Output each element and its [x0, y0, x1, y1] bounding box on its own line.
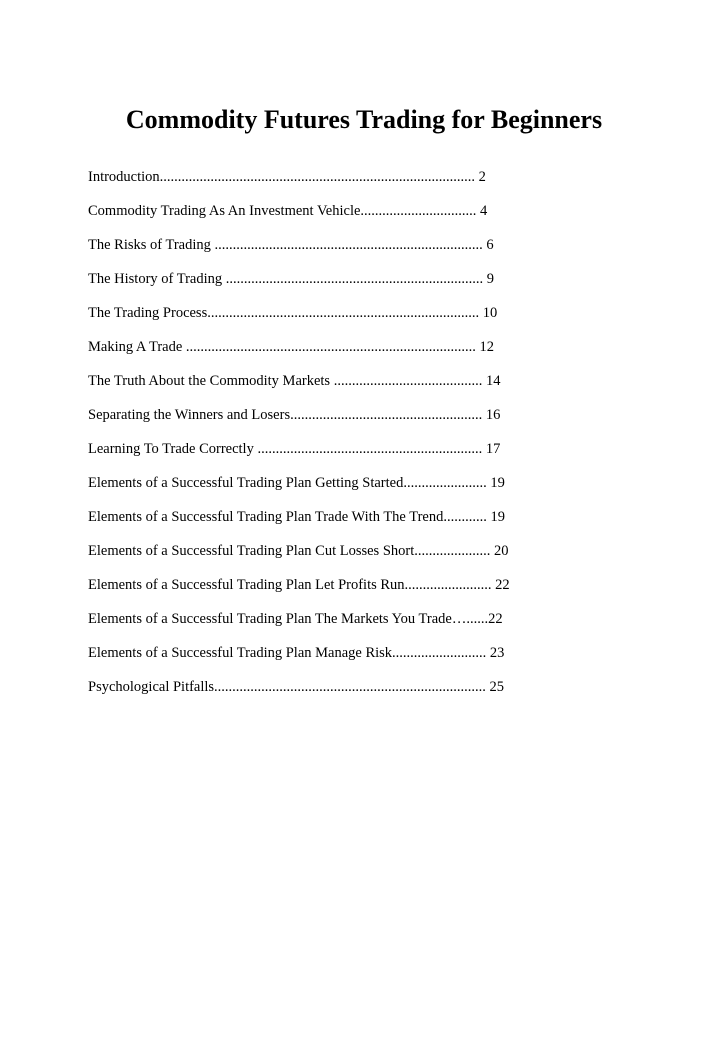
toc-entry[interactable] — [88, 644, 528, 678]
toc-entry-text: Commodity Trading As An Investment Vehicle................................ 4 — [88, 203, 488, 219]
toc-entry-text: Psychological Pitfalls........................................................................... 25 — [88, 679, 505, 695]
toc-entry-text: Elements of a Successful Trading Plan Let Profits Run........................ 22 — [88, 577, 510, 593]
toc-entry[interactable] — [88, 610, 528, 644]
toc-entry[interactable] — [88, 236, 528, 270]
toc-entry-text: Elements of a Successful Trading Plan The Markets You Trade…......22 — [88, 611, 503, 627]
toc-entry-text: Separating the Winners and Losers..................................................... 16 — [88, 407, 501, 423]
toc-entry-text: The History of Trading ....................................................................... 9 — [88, 271, 494, 287]
toc-entry[interactable] — [88, 542, 528, 576]
toc-entry-text: The Trading Process........................................................................... 10 — [88, 305, 498, 321]
toc-entry[interactable] — [88, 474, 528, 508]
toc-entry[interactable] — [88, 576, 528, 610]
toc-entry-text: Learning To Trade Correctly .............................................................. 17 — [88, 441, 501, 457]
toc-entry[interactable] — [88, 202, 528, 236]
toc-entry[interactable] — [88, 338, 528, 372]
toc-entry[interactable] — [88, 270, 528, 304]
toc-entry[interactable] — [88, 508, 528, 542]
toc-entry-text: The Risks of Trading .......................................................................... 6 — [88, 237, 494, 253]
toc-entry-text: The Truth About the Commodity Markets ......................................... 14 — [88, 373, 501, 389]
toc-entry-text: Introduction....................................................................................... 2 — [88, 169, 486, 185]
toc-entry-text: Elements of a Successful Trading Plan Manage Risk.......................... 23 — [88, 645, 505, 661]
toc-entry[interactable] — [88, 406, 528, 440]
toc-entry-text: Elements of a Successful Trading Plan Cut Losses Short..................... 20 — [88, 543, 509, 559]
document-title: Commodity Futures Trading for Beginners — [125, 105, 603, 134]
toc-entry[interactable] — [88, 372, 528, 406]
toc-entry[interactable] — [88, 440, 528, 474]
toc-entry-text: Making A Trade ................................................................................ 12 — [88, 339, 495, 355]
toc-entry-text: Elements of a Successful Trading Plan Trade With The Trend............ 19 — [88, 509, 505, 525]
table-of-contents — [88, 168, 528, 712]
toc-entry[interactable] — [88, 168, 528, 202]
toc-entry-text: Elements of a Successful Trading Plan Getting Started....................... 19 — [88, 475, 505, 491]
toc-entry[interactable] — [88, 304, 528, 338]
toc-entry[interactable] — [88, 678, 528, 712]
